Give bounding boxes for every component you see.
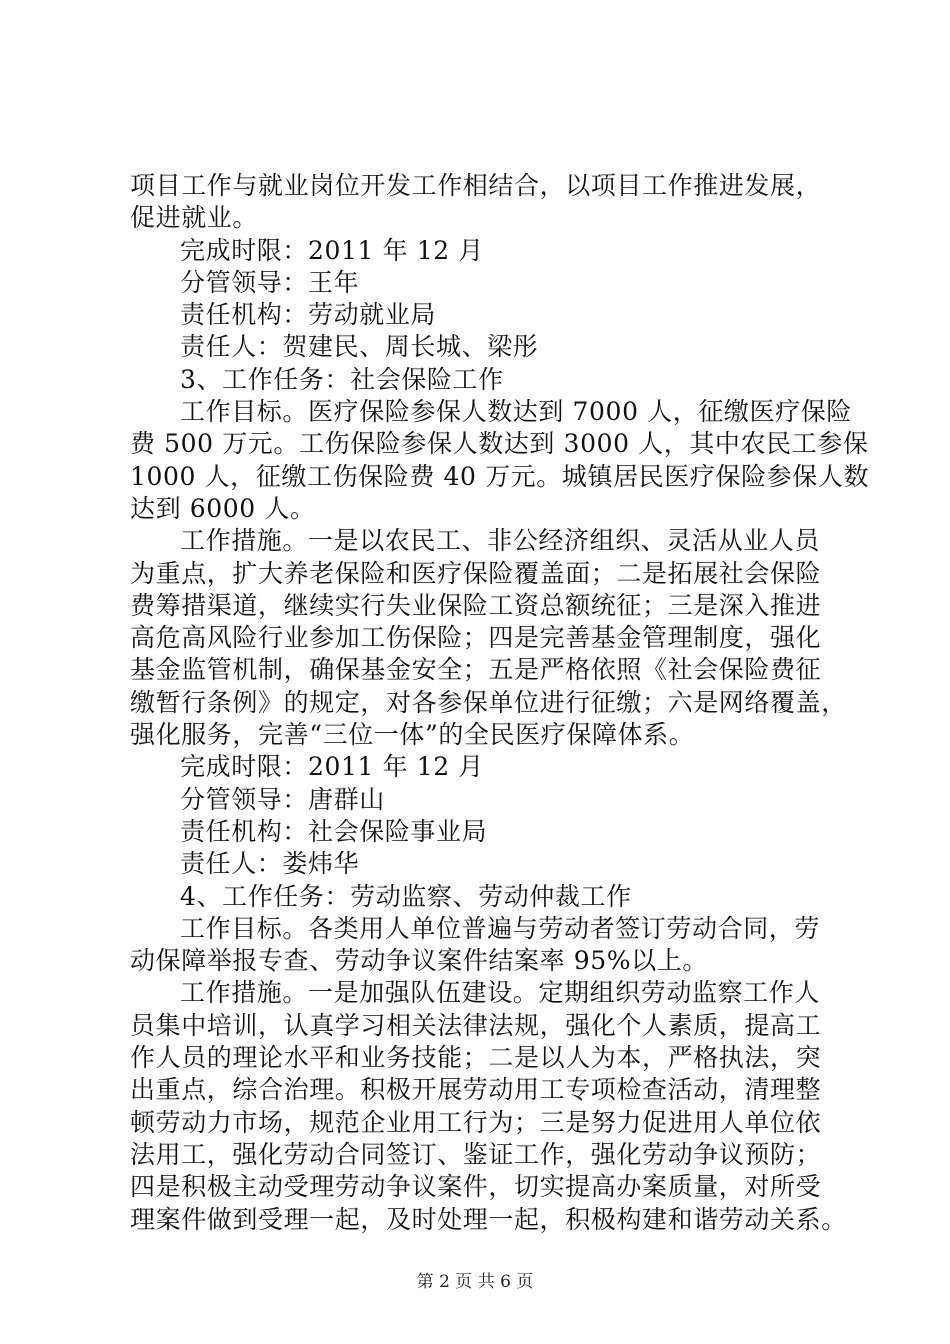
text-line: 费筹措渠道，继续实行失业保险工资总额统征；三是深入推进 — [130, 590, 822, 620]
text-line: 员集中培训，认真学习相关法律法规，强化个人素质，提高工 — [130, 1010, 822, 1040]
text-line: 4、工作任务：劳动监察、劳动仲裁工作 — [180, 881, 632, 911]
text-line: 完成时限：2011 年 12 月 — [180, 752, 484, 782]
text-line: 分管领导：王年 — [180, 267, 360, 297]
text-line: 3、工作任务：社会保险工作 — [180, 364, 504, 394]
text-line: 动保障举报专查、劳动争议案件结案率 95%以上。 — [130, 946, 708, 976]
text-line: 理案件做到受理一起，及时处理一起，积极构建和谐劳动关系。 — [130, 1204, 847, 1234]
text-line: 出重点，综合治理。积极开展劳动用工专项检查活动，清理整 — [130, 1075, 822, 1105]
text-line: 责任机构：社会保险事业局 — [180, 816, 488, 846]
text-line: 为重点，扩大养老保险和医疗保险覆盖面；二是拓展社会保险 — [130, 558, 822, 588]
text-line: 1000 人，征缴工伤保险费 40 万元。城镇居民医疗保险参保人数 — [130, 461, 870, 491]
text-line: 顿劳动力市场，规范企业用工行为；三是努力促进用人单位依 — [130, 1107, 822, 1137]
text-line: 责任人：娄炜华 — [180, 849, 360, 879]
document-body — [130, 170, 870, 1236]
text-line: 责任机构：劳动就业局 — [180, 300, 437, 330]
text-line: 分管领导：唐群山 — [180, 784, 385, 814]
text-line: 作人员的理论水平和业务技能；二是以人为本，严格执法，突 — [130, 1043, 822, 1073]
text-line: 项目工作与就业岗位开发工作相结合，以项目工作推进发展， — [130, 171, 822, 200]
text-line: 基金监管机制，确保基金安全；五是严格依照《社会保险费征 — [130, 655, 822, 685]
text-line: 工作目标。各类用人单位普遍与劳动者签订劳动合同，劳 — [180, 913, 821, 943]
text-line: 工作措施。一是以农民工、非公经济组织、灵活从业人员 — [180, 526, 821, 556]
text-line: 强化服务，完善“三位一体”的全民医疗保障体系。 — [130, 720, 695, 750]
page-number-footer: 第 2 页 共 6 页 — [416, 1272, 534, 1292]
text-line: 完成时限：2011 年 12 月 — [180, 235, 484, 265]
text-line: 四是积极主动受理劳动争议案件，切实提高办案质量，对所受 — [130, 1172, 822, 1202]
text-line: 促进就业。 — [130, 203, 259, 233]
text-line: 工作目标。医疗保险参保人数达到 7000 人，征缴医疗保险 — [180, 397, 852, 427]
text-line: 费 500 万元。工伤保险参保人数达到 3000 人，其中农民工参保 — [130, 429, 869, 459]
text-line: 责任人：贺建民、周长城、梁彤 — [180, 332, 539, 362]
text-line: 工作措施。一是加强队伍建设。定期组织劳动监察工作人 — [180, 978, 821, 1008]
text-line: 法用工，强化劳动合同签订、鉴证工作，强化劳动争议预防； — [130, 1139, 822, 1169]
text-line: 高危高风险行业参加工伤保险；四是完善基金管理制度，强化 — [130, 623, 822, 653]
text-line: 缴暂行条例》的规定，对各参保单位进行征缴；六是网络覆盖， — [130, 687, 847, 717]
text-line: 达到 6000 人。 — [130, 493, 316, 523]
